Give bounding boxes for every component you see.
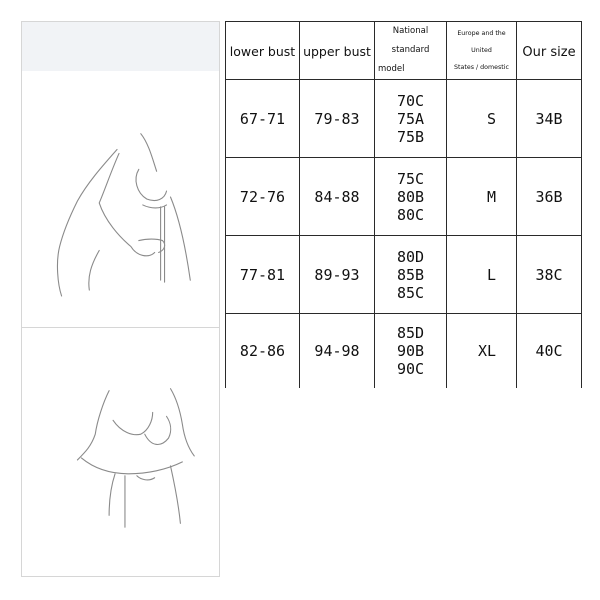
cell-lower-bust: 77-81 — [226, 236, 300, 314]
measuring-lower-bust-icon — [22, 71, 219, 327]
header-europe-us — [447, 22, 517, 80]
cell-letter-size: L — [447, 236, 517, 314]
model-value: 70C — [396, 91, 425, 110]
table-header-row — [226, 22, 582, 80]
cell-national-models — [375, 314, 447, 389]
cell-upper-bust: 79-83 — [300, 80, 375, 158]
header-europe-line1: Europe and the United — [457, 30, 506, 54]
cell-national-models — [375, 158, 447, 236]
cell-our-size: 40C — [517, 314, 582, 389]
model-value: 85B — [396, 265, 425, 284]
model-value: 75C — [396, 169, 425, 188]
model-value: 75B — [396, 127, 425, 146]
header-national-standard — [375, 22, 447, 80]
header-europe-line2: States / domestic — [454, 64, 509, 71]
header-national-line1: National standard — [391, 26, 430, 55]
model-value: 90C — [396, 360, 425, 378]
table-row — [226, 236, 582, 314]
model-value: 90B — [396, 342, 425, 360]
model-value: 80B — [396, 187, 425, 206]
cell-our-size: 36B — [517, 158, 582, 236]
model-value: 75A — [396, 109, 425, 128]
illustration-panel — [21, 21, 220, 577]
header-our-size: Our size — [517, 22, 582, 80]
cell-letter-size: M — [447, 158, 517, 236]
header-national-line2: model — [378, 64, 405, 74]
cell-national-models — [375, 236, 447, 314]
measuring-upper-bust-icon — [22, 327, 219, 578]
cell-letter-size: XL — [447, 314, 517, 389]
illustration-panel-header — [22, 22, 219, 71]
model-value: 80D — [396, 247, 425, 266]
cell-upper-bust: 84-88 — [300, 158, 375, 236]
table-row — [226, 80, 582, 158]
cell-upper-bust: 89-93 — [300, 236, 375, 314]
header-upper-bust: upper bust — [300, 22, 375, 80]
table-row — [226, 158, 582, 236]
cell-lower-bust: 82-86 — [226, 314, 300, 389]
cell-lower-bust: 67-71 — [226, 80, 300, 158]
cell-lower-bust: 72-76 — [226, 158, 300, 236]
cell-national-models — [375, 80, 447, 158]
cell-upper-bust: 94-98 — [300, 314, 375, 389]
model-value: 85D — [396, 324, 425, 342]
cell-letter-size: S — [447, 80, 517, 158]
table-row — [226, 314, 582, 389]
header-lower-bust: lower bust — [226, 22, 300, 80]
model-value: 80C — [396, 205, 425, 224]
cell-our-size: 34B — [517, 80, 582, 158]
size-chart-table — [225, 21, 582, 388]
cell-our-size: 38C — [517, 236, 582, 314]
model-value: 85C — [396, 283, 425, 302]
